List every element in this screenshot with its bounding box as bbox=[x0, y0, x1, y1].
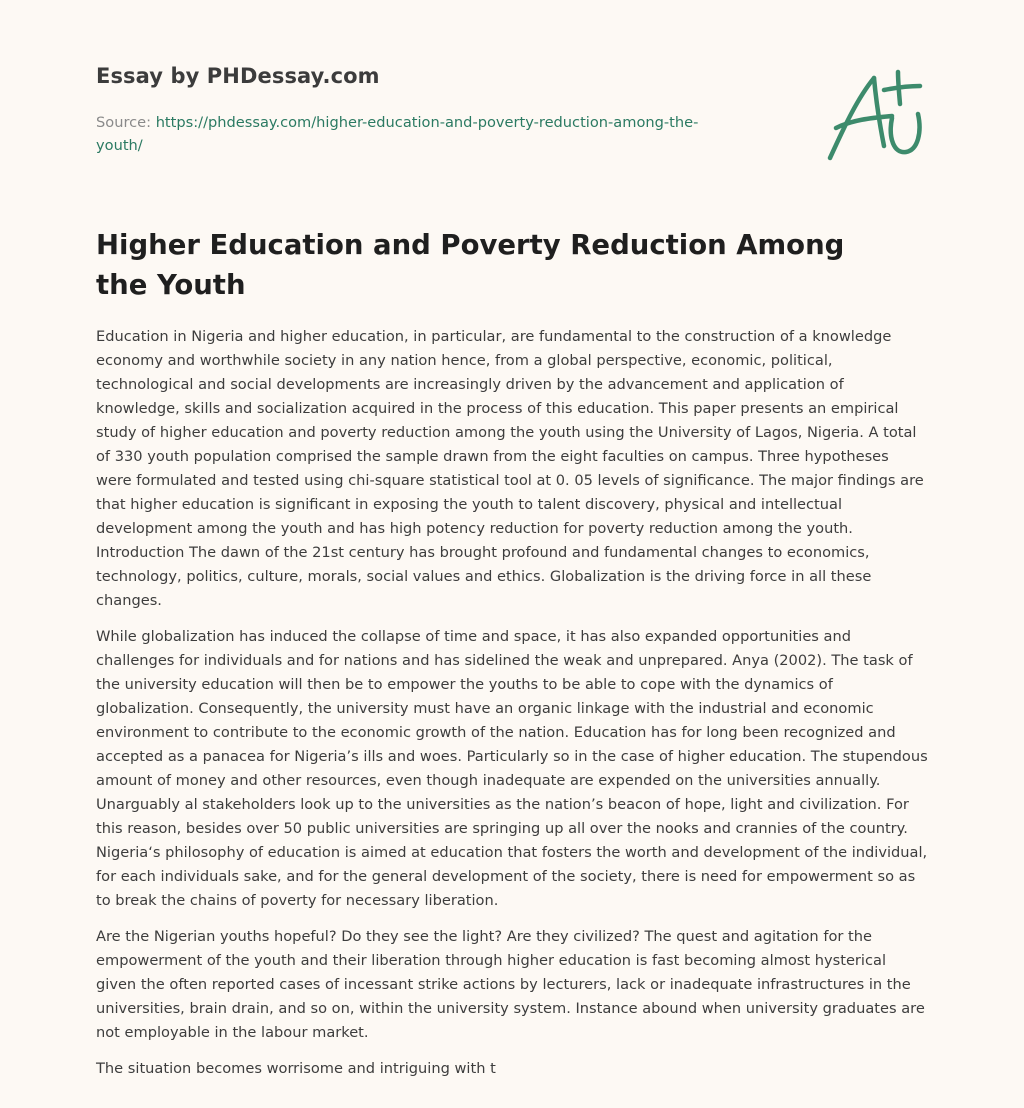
essay-paragraph: Education in Nigeria and higher education, in particular, are fundamental to the construction of a knowledge economy and worthwhile society in any nation hence, from a global perspective, economic, political, technological and social developments are increasingly driven by the advancement and application of knowledge, skills and socialization acquired in the process of this education. This paper presents an empirical study of higher education and poverty reduction among the youth using the University of Lagos, Nigeria. A total of 330 youth population comprised the sample drawn from the eight faculties on campus. Three hypotheses were formulated and tested using chi-square statistical tool at 0. 05 levels of significance. The major findings are that higher education is significant in exposing the youth to talent discovery, physical and intellectual development among the youth and has high potency reduction for poverty reduction among the youth. Introduction The dawn of the 21st century has brought profound and fundamental changes to economics, technology, politics, culture, morals, social values and ethics. Globalization is the driving force in all these changes. bbox=[96, 328, 924, 609]
source-label: Source: bbox=[96, 114, 156, 131]
essay-title: Higher Education and Poverty Reduction Among the Youth bbox=[96, 229, 845, 301]
source-line bbox=[96, 111, 736, 157]
site-title: Essay by PHDessay.com bbox=[96, 64, 380, 88]
source-link[interactable]: https://phdessay.com/higher-education-and-poverty-reduction-among-the-youth/ bbox=[96, 114, 699, 154]
essay-paragraph-truncated: The situation becomes worrisome and intriguing with t bbox=[96, 1060, 496, 1077]
a-plus-logo bbox=[822, 66, 932, 166]
essay-body bbox=[96, 325, 928, 1093]
essay-paragraph: While globalization has induced the collapse of time and space, it has also expanded opportunities and challenges for individuals and for nations and has sidelined the weak and unprepared. Anya (2002). The task of the university education will then be to empower the youths to be able to cope with the dynamics of globalization. Consequently, the university must have an organic linkage with the industrial and economic environment to contribute to the economic growth of the nation. Education has for long been recognized and accepted as a panacea for Nigeria’s ills and woes. Particularly so in the case of higher education. The stupendous amount of money and other resources, even though inadequate are expended on the universities annually. Unarguably al stakeholders look up to the universities as the nation’s beacon of hope, light and civilization. For this reason, besides over 50 public universities are springing up all over the nooks and crannies of the country. Nigeria‘s philosophy of education is aimed at education that fosters the worth and development of the individual, for each individuals sake, and for the general development of the society, there is need for empowerment so as to break the chains of poverty for necessary liberation. bbox=[96, 628, 928, 909]
a-plus-logo-icon bbox=[822, 66, 932, 166]
essay-paragraph: Are the Nigerian youths hopeful? Do they see the light? Are they civilized? The quest and agitation for the empowerment of the youth and their liberation through higher education is fast becoming almost hysterical given the often reported cases of incessant strike actions by lecturers, lack or inadequate infrastructures in the universities, brain drain, and so on, within the university system. Instance abound when university graduates are not employable in the labour market. bbox=[96, 928, 925, 1041]
